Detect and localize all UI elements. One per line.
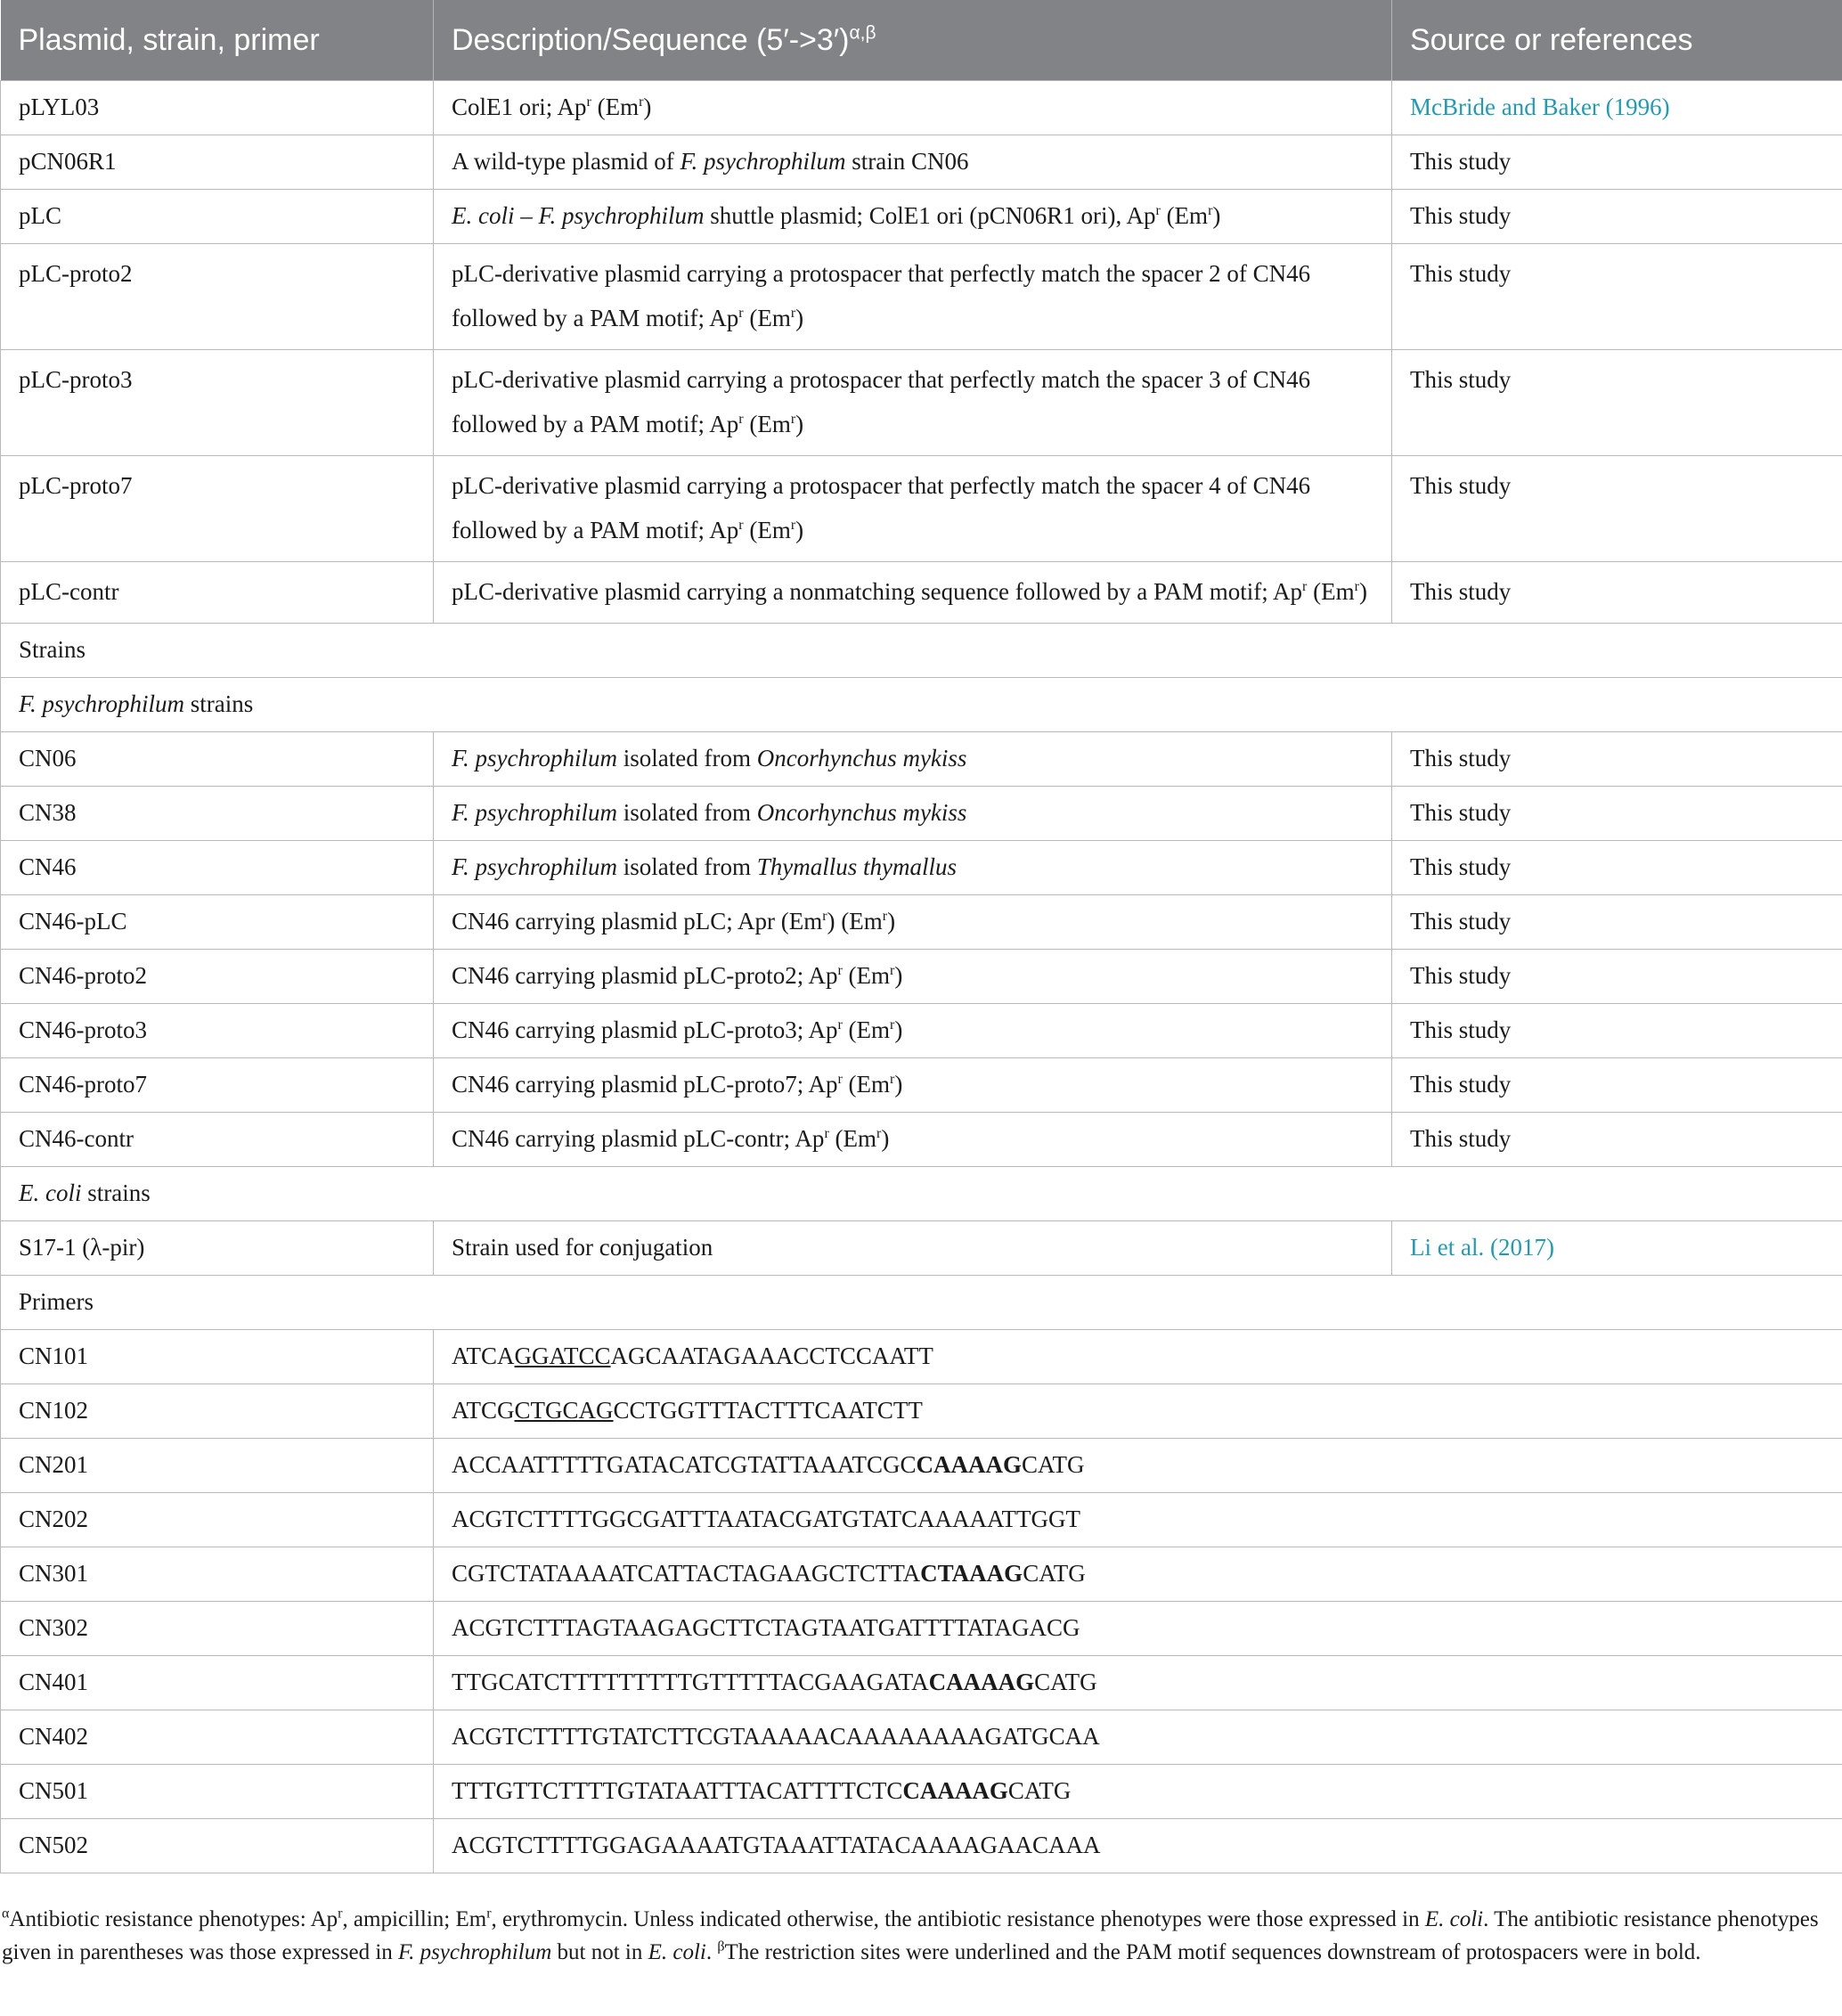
row-name: CN502 — [1, 1819, 434, 1873]
section-row-primers — [1, 1276, 1842, 1330]
row-name: pLYL03 — [1, 81, 434, 135]
section-label: Strains — [1, 624, 1842, 678]
table-row — [1, 244, 1842, 350]
table-row — [1, 1004, 1842, 1058]
section-label: F. psychrophilum strains — [1, 678, 1842, 732]
row-description: CN46 carrying plasmid pLC-proto2; Ap$^r$ (Em$^r$) — [434, 950, 1392, 1004]
row-description: Strain used for conjugation — [434, 1221, 1392, 1276]
section-row-ecoli — [1, 1167, 1842, 1221]
table-row — [1, 895, 1842, 950]
table-row — [1, 350, 1842, 456]
row-source: This study — [1392, 895, 1842, 950]
header-description-sequence — [434, 0, 1392, 81]
pam-motif: CAAAAG — [928, 1669, 1035, 1695]
row-source: This study — [1392, 1004, 1842, 1058]
row-name: pCN06R1 — [1, 135, 434, 190]
primer-sequence: ACCAATTTTTGATACATCGTATTAAATCGCCAAAAGCATG — [434, 1439, 1842, 1493]
section-label: Primers — [1, 1276, 1842, 1330]
row-description: ColE1 ori; Ap$^r$ (Em$^r$) — [434, 81, 1392, 135]
header-plasmid-strain-primer: Plasmid, strain, primer — [1, 0, 434, 81]
row-source: This study — [1392, 1113, 1842, 1167]
row-source: This study — [1392, 1058, 1842, 1113]
row-description: pLC-derivative plasmid carrying a protospacer that perfectly match the spacer 3 of CN46 followed by a PAM motif; Ap$^r$ (Em$^r$) — [434, 350, 1392, 456]
row-name: CN301 — [1, 1547, 434, 1602]
row-description: pLC-derivative plasmid carrying a protospacer that perfectly match the spacer 4 of CN46 followed by a PAM motif; Ap$^r$ (Em$^r$) — [434, 456, 1392, 562]
table-row — [1, 1221, 1842, 1276]
table-row — [1, 732, 1842, 787]
row-description: CN46 carrying plasmid pLC-proto3; Ap$^r$ (Em$^r$) — [434, 1004, 1392, 1058]
row-name: CN46-proto3 — [1, 1004, 434, 1058]
table-row — [1, 1656, 1842, 1710]
table-row — [1, 1547, 1842, 1602]
pam-motif: CTAAAG — [920, 1560, 1023, 1587]
restriction-site: CTGCAG — [514, 1397, 614, 1424]
row-name: CN46-contr — [1, 1113, 434, 1167]
primer-sequence: ACGTCTTTTGGCGATTTAATACGATGTATCAAAAATTGGT — [434, 1493, 1842, 1547]
primer-sequence: CGTCTATAAAATCATTACTAGAAGCTCTTACTAAAGCATG — [434, 1547, 1842, 1602]
restriction-site: GGATCC — [514, 1343, 611, 1369]
row-name: S17-1 (λ-pir) — [1, 1221, 434, 1276]
table-row — [1, 190, 1842, 244]
header-description-text: Description/Sequence (5′->3′) — [452, 22, 850, 57]
table-row — [1, 1384, 1842, 1439]
row-source: This study — [1392, 732, 1842, 787]
section-row-fpsychrophilum — [1, 678, 1842, 732]
row-name: CN38 — [1, 787, 434, 841]
primer-sequence: ACGTCTTTTGGAGAAAATGTAAATTATACAAAAGAACAAA — [434, 1819, 1842, 1873]
header-description-sup: α,β — [849, 22, 876, 44]
row-description: F. psychrophilum isolated from Oncorhynchus mykiss — [434, 787, 1392, 841]
table-row — [1, 841, 1842, 895]
row-name: CN402 — [1, 1710, 434, 1765]
row-name: pLC — [1, 190, 434, 244]
row-description: CN46 carrying plasmid pLC-proto7; Ap$^r$ (Em$^r$) — [434, 1058, 1392, 1113]
table-row — [1, 1493, 1842, 1547]
table-footnote: $^\alpha$Antibiotic resistance phenotypes: Ap$^r$, ampicillin; Em$^r$, erythromycin. Unless indicated otherwise, the antibiotic resistance phenotypes were those expressed in E. coli. The antibiotic resistance phenotypes given in parentheses was those expressed in F. psychrophilum but not in E. coli. $^\beta$The restriction sites were underlined and the PAM motif sequences downstream of protospacers were in bold. — [2, 1906, 1819, 1964]
table-row — [1, 1058, 1842, 1113]
row-source: This study — [1392, 456, 1842, 562]
pam-motif: CAAAAG — [916, 1451, 1023, 1478]
row-source: This study — [1392, 562, 1842, 624]
table-row — [1, 81, 1842, 135]
table-row — [1, 1602, 1842, 1656]
table-row — [1, 562, 1842, 624]
row-name: CN302 — [1, 1602, 434, 1656]
section-label: E. coli strains — [1, 1167, 1842, 1221]
row-name: CN46-pLC — [1, 895, 434, 950]
table-row — [1, 1765, 1842, 1819]
row-source: This study — [1392, 841, 1842, 895]
row-name: CN102 — [1, 1384, 434, 1439]
row-name: CN202 — [1, 1493, 434, 1547]
row-source: This study — [1392, 350, 1842, 456]
row-description: F. psychrophilum isolated from Thymallus thymallus — [434, 841, 1392, 895]
table-header-row — [1, 0, 1842, 81]
header-source-references: Source or references — [1392, 0, 1842, 81]
row-name: CN101 — [1, 1330, 434, 1384]
table-row — [1, 135, 1842, 190]
row-source: This study — [1392, 135, 1842, 190]
reference-link[interactable]: Li et al. (2017) — [1392, 1221, 1842, 1276]
table-row — [1, 1330, 1842, 1384]
pam-motif: CAAAAG — [902, 1777, 1008, 1804]
row-source: This study — [1392, 244, 1842, 350]
row-name: CN46-proto2 — [1, 950, 434, 1004]
row-description: E. coli – F. psychrophilum shuttle plasmid; ColE1 ori (pCN06R1 ori), Ap$^r$ (Em$^r$) — [434, 190, 1392, 244]
primer-sequence: ACGTCTTTTGTATCTTCGTAAAAACAAAAAAAAGATGCAA — [434, 1710, 1842, 1765]
row-name: pLC-proto3 — [1, 350, 434, 456]
section-row-strains — [1, 624, 1842, 678]
table-row — [1, 950, 1842, 1004]
row-name: pLC-proto7 — [1, 456, 434, 562]
reference-link[interactable]: McBride and Baker (1996) — [1392, 81, 1842, 135]
row-source: This study — [1392, 950, 1842, 1004]
primer-sequence: ATCGCTGCAGCCTGGTTTACTTTCAATCTT — [434, 1384, 1842, 1439]
row-name: pLC-contr — [1, 562, 434, 624]
table-row — [1, 1439, 1842, 1493]
row-source: This study — [1392, 787, 1842, 841]
primer-sequence: TTGCATCTTTTTTTTTGTTTTTACGAAGATACAAAAGCATG — [434, 1656, 1842, 1710]
table-row — [1, 787, 1842, 841]
row-description: pLC-derivative plasmid carrying a nonmatching sequence followed by a PAM motif; Ap$^r$ (Em$^r$) — [434, 562, 1392, 624]
primer-sequence: ATCAGGATCCAGCAATAGAAACCTCCAATT — [434, 1330, 1842, 1384]
row-name: CN46 — [1, 841, 434, 895]
primer-sequence: ACGTCTTTAGTAAGAGCTTCTAGTAATGATTTTATAGACG — [434, 1602, 1842, 1656]
table-row — [1, 1113, 1842, 1167]
row-description: A wild-type plasmid of F. psychrophilum strain CN06 — [434, 135, 1392, 190]
row-description: CN46 carrying plasmid pLC-contr; Ap$^r$ (Em$^r$) — [434, 1113, 1392, 1167]
row-name: CN501 — [1, 1765, 434, 1819]
table-row — [1, 456, 1842, 562]
row-description: F. psychrophilum isolated from Oncorhynchus mykiss — [434, 732, 1392, 787]
row-name: CN06 — [1, 732, 434, 787]
table-row — [1, 1819, 1842, 1873]
row-name: pLC-proto2 — [1, 244, 434, 350]
row-source: This study — [1392, 190, 1842, 244]
row-description: CN46 carrying plasmid pLC; Apr (Em$^r$) (Em$^r$) — [434, 895, 1392, 950]
row-name: CN201 — [1, 1439, 434, 1493]
row-description: pLC-derivative plasmid carrying a protospacer that perfectly match the spacer 2 of CN46 followed by a PAM motif; Ap$^r$ (Em$^r$) — [434, 244, 1392, 350]
row-name: CN46-proto7 — [1, 1058, 434, 1113]
primer-sequence: TTTGTTCTTTTGTATAATTTACATTTTCTCCAAAAGCATG — [434, 1765, 1842, 1819]
table-row — [1, 1710, 1842, 1765]
row-name: CN401 — [1, 1656, 434, 1710]
